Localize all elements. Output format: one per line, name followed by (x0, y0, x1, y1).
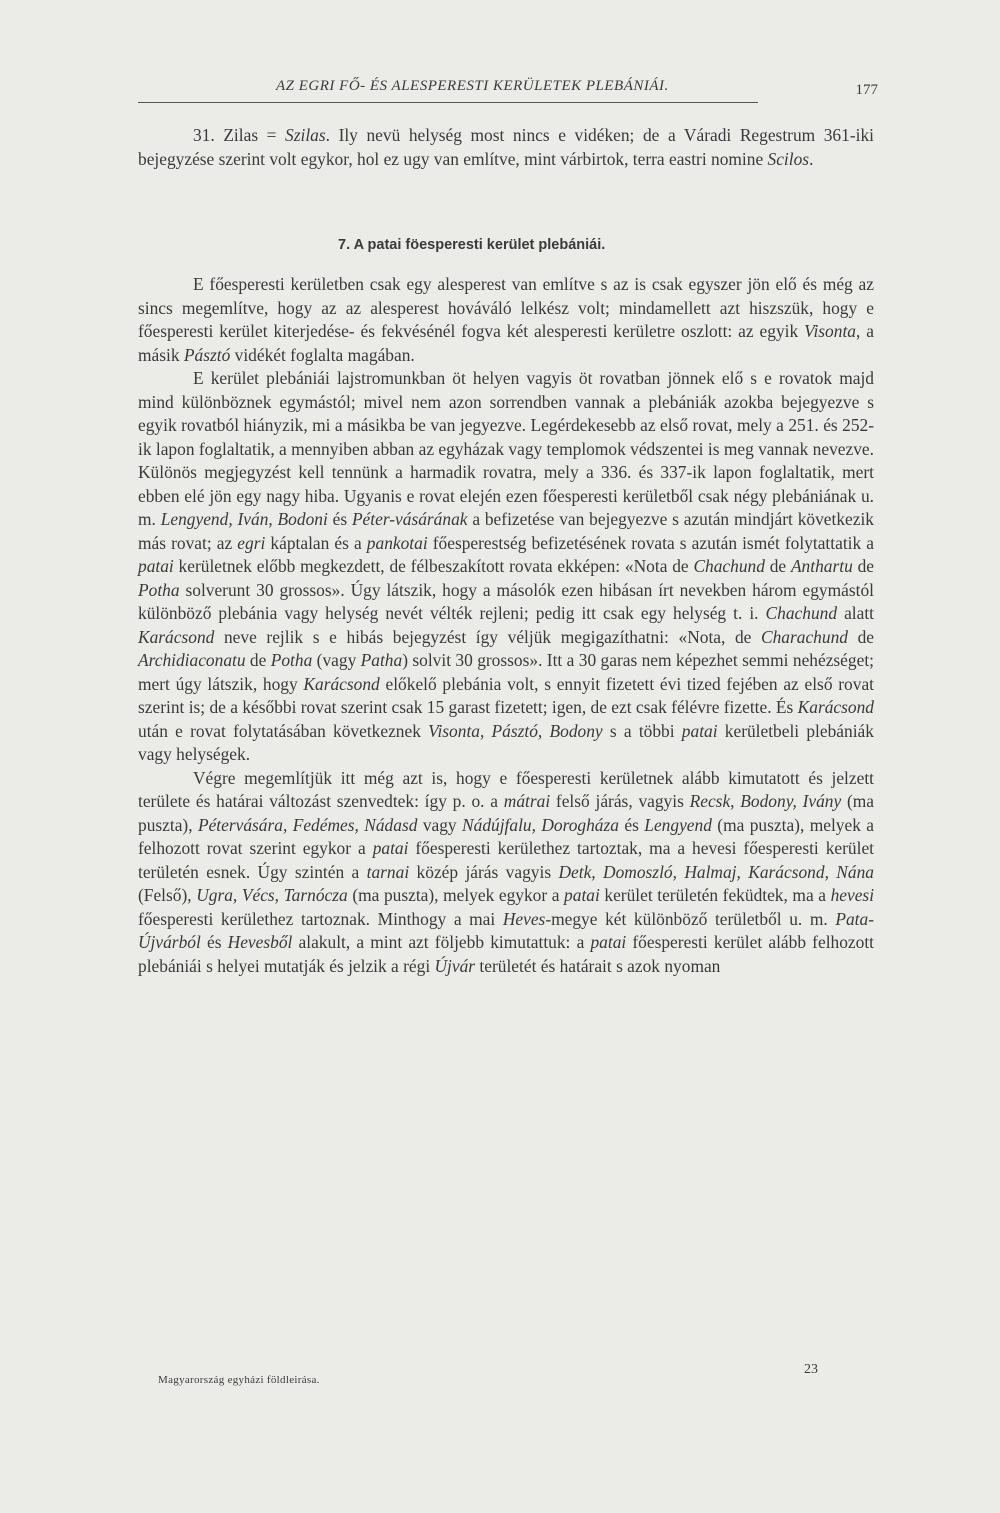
paragraph-1: E főesperesti kerületben csak egy alesperest van említve s az is csak egyszer jön elő és még az sincs megemlítve, hogy az az alesperest hováváló lelkész volt; mindamellett azt hiszszük, hogy e főesperesti kerület kiterjedése- és fekvésénél fogva két alesperesti kerületre oszlott: az egyik Visonta, a másik Pásztó vidékét foglalta magában. (138, 274, 874, 365)
body-text (138, 124, 874, 978)
paragraph-2: E kerület plebániái lajstromunkban öt helyen vagyis öt rovatban jönnek elő s e rovatok majd mind különböznek egymástól; mivel nem azon sorrendben vannak a plebániák azokba bejegyezve s egyik rovatból hiányzik, mi a másikba be van jegyezve. Legérdekesebb az első rovat, mely a 251. és 252-ik lapon foglaltatik, a mennyiben abban az egyházak vagy templomok védszentei is meg vannak nevezve. Különös megjegyzést kell tennünk a harmadik rovatra, mely a 336. és 337-ik lapon foglaltatik, mert ebben elé jön egy nagy hiba. Ugyanis e rovat elején ezen főesperesti kerületből csak négy plebániának u. m. Lengyend, Iván, Bodoni és Péter-vásárának a befizetése van bejegyezve s azután mindjárt következik más rovat; az egri káptalan és a pankotai főesperestség befizetésének rovata s azután ismét folytattatik a patai kerületnek előbb megkezdett, de félbeszakított rovata ekképen: «Nota de Chachund de Anthartu de Potha solverunt 30 grossos». Úgy látszik, hogy a másolók ezen hibásan írt nevekben három egymástól különböző plebánia vagy helység nevét vélték rejleni; pedig itt csak egy helység t. i. Chachund alatt Karácsond neve rejlik s e hibás bejegyzést így véljük megigazíthatni: «Nota, de Charachund de Archidiaconatu de Potha (vagy Patha) solvit 30 grossos». Itt a 30 garas nem képezhet semmi nehézséget; mert úgy látszik, hogy Karácsond előkelő plebánia volt, s ennyit fizetett évi tized fejében az első rovat szerint is; de a későbbi rovat szerint csak 15 garast fizetett; igen, de ezt csak félévre fizette. És Karácsond után e rovat folytatásában következnek Visonta, Pásztó, Bodony s a többi patai kerületbeli plebániák vagy helységek. (138, 368, 874, 764)
entry-31: 31. Zilas = Szilas. Ily nevü helység most nincs e vidéken; de a Váradi Regestrum 361-iki bejegyzése szerint volt egykor, hol ez ugy van említve, mint várbirtok, terra eastri nomine Scilos. (138, 125, 874, 169)
page-number: 177 (855, 82, 878, 98)
running-head (138, 72, 878, 104)
section-heading: 7. A patai föesperesti kerület plebániái. (338, 237, 606, 253)
signature-mark: 23 (804, 1362, 818, 1377)
running-title: AZ EGRI FŐ- ÉS ALESPERESTI KERÜLETEK PLEBÁNIÁI. (276, 78, 669, 94)
footer-book-title: Magyarország egyházi földleirása. (158, 1374, 320, 1386)
page-footer (138, 1362, 874, 1402)
paragraph-3: Végre megemlítjük itt még azt is, hogy e főesperesti kerületnek alább kimutatott és jelzett területe és határai változást szenvedtek: így p. o. a mátrai felső járás, vagyis Recsk, Bodony, Ivány (ma puszta), Pétervására, Fedémes, Nádasd vagy Nádújfalu, Dorogháza és Lengyend (ma puszta), melyek a felhozott rovat szerint egykor a patai főesperesti kerülethez tartoztak, ma a hevesi főesperesti kerület területén esnek. Úgy szintén a tarnai közép járás vagyis Detk, Domoszló, Halmaj, Karácsond, Nána (Felső), Ugra, Vécs, Tarnócza (ma puszta), melyek egykor a patai kerület területén feküdtek, ma a hevesi főesperesti kerülethez tartoznak. Minthogy a mai Heves-megye két különböző területből u. m. Pata-Újvárból és Hevesből alakult, a mint azt följebb kimutattuk: a patai főesperesti kerület alább felhozott plebániái s helyei mutatják és jelzik a régi Újvár területét és határait s azok nyoman (138, 767, 875, 976)
header-rule (138, 102, 758, 103)
